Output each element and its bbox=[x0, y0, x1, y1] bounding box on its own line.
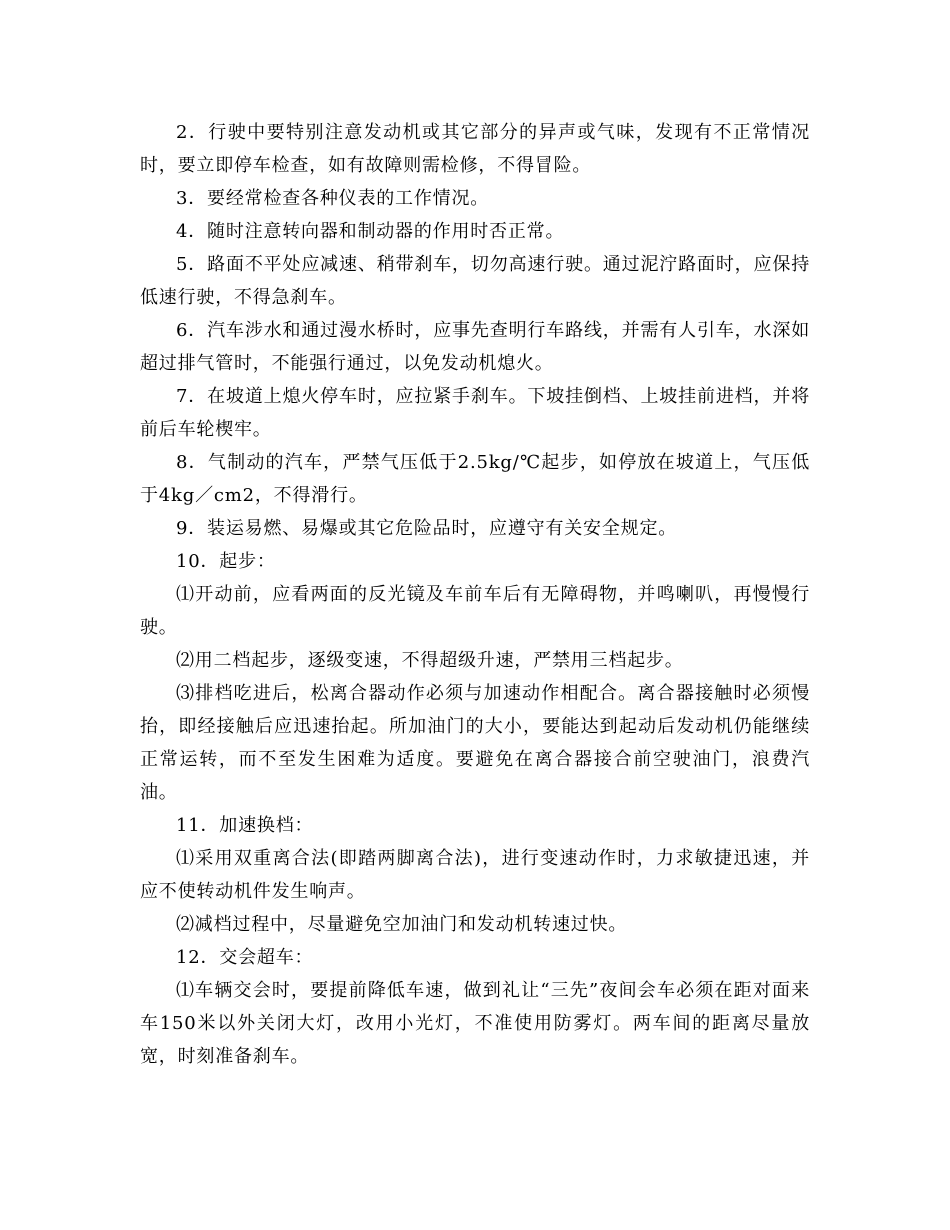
paragraph-item-6: 6．汽车涉水和通过漫水桥时，应事先查明行车路线，并需有人引车，水深如超过排气管时，不能强行通过，以免发动机熄火。 bbox=[140, 320, 810, 374]
startup-subitem-2: ⑵用二档起步，逐级变速，不得超级升速，严禁用三档起步。 bbox=[176, 650, 684, 671]
startup-subitem-3: ⑶排档吃进后，松离合器动作必须与加速动作相配合。离合器接触时必须慢抬，即经接触后应迅速抬起。所加油门的大小，要能达到起动后发动机仍能继续正常运转，而不至发生困难为适度。要避免在离合器接合前空驶油门，浪费汽油。 bbox=[140, 683, 810, 803]
paragraph-item-5: 5．路面不平处应减速、稍带刹车，切勿高速行驶。通过泥泞路面时，应保持低速行驶，不得急刹车。 bbox=[140, 254, 810, 308]
startup-subitem-1: ⑴开动前，应看两面的反光镜及车前车后有无障碍物，并鸣喇叭，再慢慢行驶。 bbox=[140, 584, 810, 638]
paragraph-item-3: 3．要经常检查各种仪表的工作情况。 bbox=[176, 188, 490, 209]
paragraph-item-9: 9．装运易燃、易爆或其它危险品时，应遵守有关安全规定。 bbox=[176, 518, 678, 539]
paragraph-item-2: 2．行驶中要特别注意发动机或其它部分的异声或气味，发现有不正常情况时，要立即停车检查，如有故障则需检修，不得冒险。 bbox=[140, 122, 810, 176]
passing-subitem-1: ⑴车辆交会时，要提前降低车速，做到礼让“三先”夜间会车必须在距对面来车150米以外关闭大灯，改用小光灯，不准使用防雾灯。两车间的距离尽量放宽，时刻准备刹车。 bbox=[140, 980, 810, 1067]
paragraph-item-7: 7．在坡道上熄火停车时，应拉紧手刹车。下坡挂倒档、上坡挂前进档，并将前后车轮楔牢。 bbox=[140, 386, 810, 440]
gear-shift-subitem-1: ⑴采用双重离合法(即踏两脚离合法)，进行变速动作时，力求敏捷迅速，并应不使转动机件发生响声。 bbox=[140, 848, 810, 902]
section-heading-passing: 12．交会超车： bbox=[176, 947, 314, 968]
section-heading-gear-shift: 11．加速换档： bbox=[176, 815, 314, 836]
section-heading-startup: 10．起步： bbox=[176, 551, 276, 572]
gear-shift-subitem-2: ⑵减档过程中，尽量避免空加油门和发动机转速过快。 bbox=[176, 914, 628, 935]
paragraph-item-8: 8．气制动的汽车，严禁气压低于2.5kg/℃起步，如停放在坡道上，气压低于4kg／cm2，不得滑行。 bbox=[140, 452, 810, 506]
paragraph-item-4: 4．随时注意转向器和制动器的作用时否正常。 bbox=[176, 221, 565, 242]
